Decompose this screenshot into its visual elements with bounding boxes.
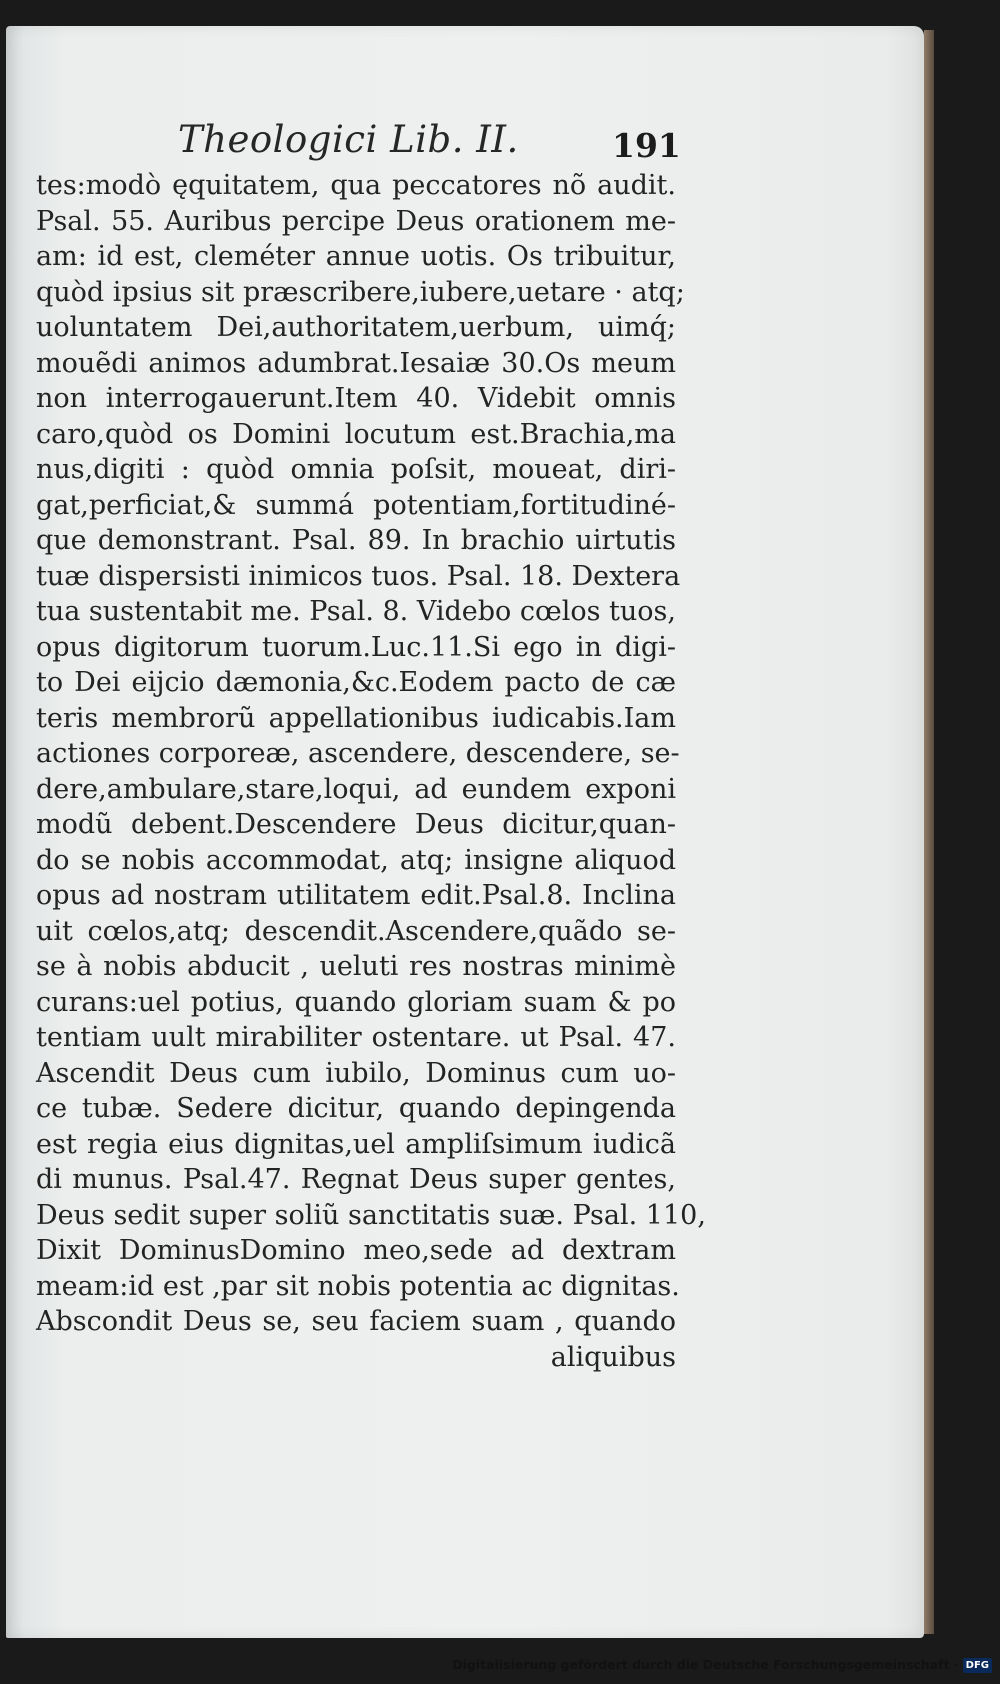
text-line: actiones corporeæ, ascendere, descendere, se-	[36, 738, 680, 769]
text-line: tes:modò ęquitatem, qua peccatores nõ audit.	[36, 170, 676, 201]
text-line: meam:id est ,par sit nobis potentia ac dignitas.	[36, 1270, 680, 1302]
text-line: uoluntatem Dei,authoritatem,uerbum, uimq́;	[36, 312, 676, 343]
running-title: Theologici Lib. II.	[178, 118, 519, 161]
text-line: non interrogauerunt.Item 40. Videbit omnis	[36, 383, 676, 414]
dfg-logo: DFG	[963, 1658, 992, 1673]
text-line: tua sustentabit me. Psal. 8. Videbo cœlos tuos,	[36, 596, 676, 627]
text-line: dere,ambulare,stare,loqui, ad eundem exponi	[36, 773, 676, 805]
text-line: tuæ dispersisti inimicos tuos. Psal. 18. Dextera	[36, 560, 681, 592]
text-line: uit cœlos,atq; descendit.Ascendere,quãdo se-	[36, 915, 676, 947]
text-line: mouẽdi animos adumbrat.Iesaiæ 30.Os meum	[36, 347, 676, 379]
body-text	[36, 168, 706, 1375]
text-line: Deus sedit super soliũ sanctitatis suæ. Psal. 110,	[36, 1199, 706, 1231]
text-line: am: id est, cleméter annue uotis. Os tribuitur,	[36, 241, 676, 272]
text-line: Ascendit Deus cum iubilo, Dominus cum uo-	[36, 1057, 676, 1089]
text-line: se à nobis abducit , ueluti res nostras minimè	[36, 951, 676, 982]
text-line: di munus. Psal.47. Regnat Deus super gentes,	[36, 1164, 676, 1195]
footer-credit	[452, 1650, 992, 1680]
text-line: tentiam uult mirabiliter ostentare. ut Psal. 47.	[36, 1022, 676, 1053]
text-line: opus ad nostram utilitatem edit.Psal.8. Inclina	[36, 880, 676, 911]
text-line: ce tubæ. Sedere dicitur, quando depingenda	[36, 1093, 676, 1124]
footer-credit-text: Digitalisierung gefördert durch die Deutsche Forschungsgemeinschaft ·	[452, 1657, 959, 1672]
catchword: aliquibus	[550, 1341, 676, 1373]
book-edge	[924, 30, 934, 1634]
text-line: do se nobis accommodat, atq; insigne aliquod	[36, 844, 676, 876]
text-line: gat,perficiat,& summá potentiam,fortitudiné-	[36, 489, 676, 521]
text-line: Psal. 55. Auribus percipe Deus orationem me-	[36, 205, 676, 237]
text-line: quòd ipsius sit præscribere,iubere,uetare · atq;	[36, 276, 685, 308]
text-line: que demonstrant. Psal. 89. In brachio uirtutis	[36, 525, 676, 556]
text-line: curans:uel potius, quando gloriam suam & po	[36, 986, 676, 1018]
page-number: 191	[612, 126, 681, 165]
text-line: modũ debent.Descendere Deus dicitur,quan-	[36, 809, 676, 840]
text-line: opus digitorum tuorum.Luc.11.Si ego in digi-	[36, 631, 676, 663]
text-line: nus,digiti : quòd omnia poſsit, moueat, diri-	[36, 454, 676, 485]
text-line: Abscondit Deus se, seu faciem suam , quando	[36, 1306, 676, 1337]
text-line: est regia eius dignitas,uel ampliſsimum iudicã	[36, 1128, 676, 1160]
text-line: to Dei eijcio dæmonia,&c.Eodem pacto de cæ	[36, 667, 676, 698]
text-line: Dixit DominusDomino meo,sede ad dextram	[36, 1235, 676, 1266]
text-line: teris membrorũ appellationibus iudicabis.Iam	[36, 702, 676, 734]
text-line: caro,quòd os Domini locutum est.Brachia,ma	[36, 418, 676, 450]
